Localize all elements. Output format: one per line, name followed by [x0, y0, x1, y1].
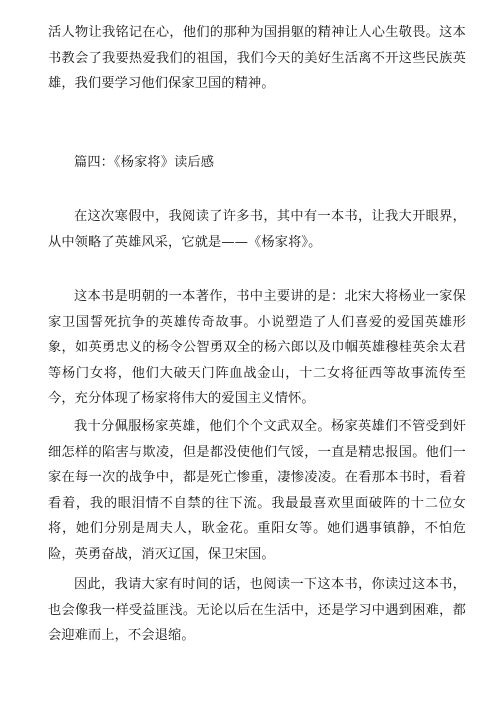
paragraph-conclusion: 因此，我请大家有时间的话，也阅读一下这本书，你读过这本书，也会像我一样受益匪浅。无论以后在生活中，还是学习中遇到困难，都会迎难而上，不会退缩。 — [48, 577, 466, 644]
paragraph-intro-continuation: 活人物让我铭记在心，他们的那种为国捐躯的精神让人心生敬畏。这本书教会了我要热爱我们的祖国，我们今天的美好生活离不开这些民族英雄，我们要学习他们保家卫国的精神。 — [48, 25, 466, 92]
paragraph-book-summary: 这本书是明朝的一本著作，书中主要讲的是：北宋大将杨业一家保家卫国誓死抗争的英雄传奇故事。小说塑造了人们喜爱的爱国英雄形象，如英勇忠义的杨令公智勇双全的杨六郎以及巾帼英雄穆桂英余太君等杨门女将，他们大破天门阵血战金山，十二女将征西等故事流传至今，充分体现了杨家将伟大的爱国主义情怀。 — [48, 289, 466, 407]
paragraph-admiration: 我十分佩服杨家英雄，他们个个文武双全。杨家英雄们不管受到奸细怎样的陷害与欺凌，但是都没使他们气馁，一直是精忠报国。他们一家在每一次的战争中，都是死亡惨重，凄惨凌凌。在看那本书时，看着看着，我的眼泪情不自禁的往下流。我最最喜欢里面破阵的十二位女将，她们分别是周夫人，耿金花。重阳女等。她们遇事镇静，不怕危险，英勇奋战，消灭辽国，保卫宋国。 — [48, 419, 466, 562]
essay-heading: 篇四：《杨家将》读后感 — [74, 155, 215, 170]
paragraph-essay-intro: 在这次寒假中，我阅读了许多书，其中有一本书，让我大开眼界，从中领略了英雄风采，它就是——《杨家将》。 — [48, 209, 466, 250]
